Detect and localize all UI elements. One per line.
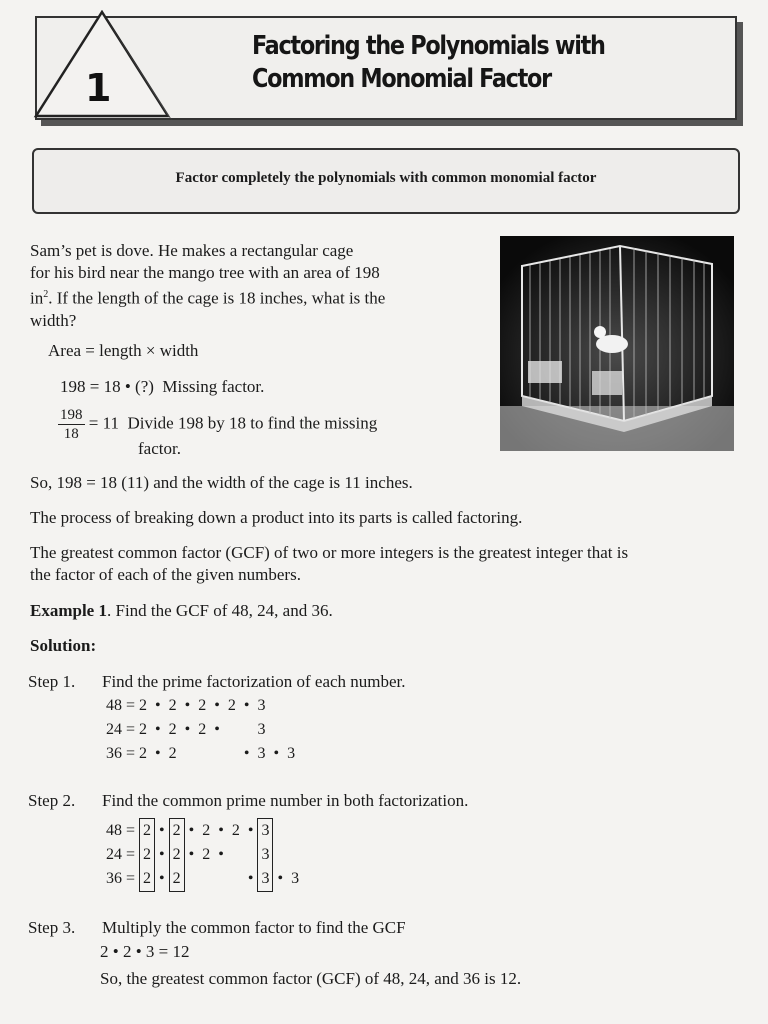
factor-cell: • (247, 821, 254, 839)
factor-cell (228, 867, 244, 892)
step1-table (102, 694, 299, 766)
factor-cell: 3 (257, 721, 266, 738)
cage-icon (500, 236, 734, 451)
example-text: . Find the GCF of 48, 24, and 36. (106, 601, 333, 620)
factor-cell: • (155, 745, 161, 762)
example-label: Example 1 (30, 601, 107, 620)
step3-calculation: 2 • 2 • 3 = 12 (100, 942, 190, 961)
factor-cell (287, 843, 303, 867)
factor-cell: • (184, 697, 191, 714)
fraction (58, 406, 85, 443)
factor-cell: 2 (202, 846, 211, 863)
step1-label: Step 1. (28, 672, 76, 691)
factor-cell: 3 (258, 843, 273, 867)
factor-cell: • (159, 846, 165, 863)
factorization-row (102, 867, 303, 892)
title-line-2: Common Monomial Factor (252, 64, 551, 94)
missing-factor-equation: 198 = 18 • (?) Missing factor. (60, 377, 265, 396)
factor-cell: 24 = (106, 846, 136, 863)
factor-cell: • (155, 721, 161, 738)
factor-cell (224, 718, 240, 742)
factor-cell: 2 (202, 821, 211, 839)
factor-cell (194, 742, 210, 766)
step2-factorizations (102, 818, 304, 892)
factor-cell: 2 (169, 843, 184, 867)
factor-cell (214, 867, 228, 892)
factor-cell (269, 718, 283, 742)
factor-cell: 2 (140, 843, 155, 867)
bird-cage-photo (500, 236, 734, 451)
factor-cell: 2 (231, 821, 240, 839)
factor-cell: • (218, 821, 224, 839)
step1-factorizations (102, 694, 299, 766)
factor-cell: 24 = 2 (106, 721, 148, 738)
factor-cell (273, 819, 287, 844)
intro-line: for his bird near the mango tree with an area of 198 (30, 263, 380, 282)
factor-cell (283, 718, 299, 742)
factor-cell: • (214, 721, 220, 738)
factor-cell: • (214, 697, 220, 714)
factor-cell (228, 843, 244, 867)
division-text: = 11 Divide 198 by 18 to find the missing (88, 413, 378, 433)
so-statement: So, 198 = 18 (11) and the width of the cage is 11 inches. (30, 473, 413, 492)
factor-cell: 3 (257, 745, 266, 762)
intro-line: $in^2$. If the length of the cage is 18 inches, what is the (30, 288, 386, 308)
factor-cell (224, 742, 240, 766)
factor-cell: 48 = (106, 821, 136, 839)
factor-cell (273, 843, 287, 867)
gcf-definition: The greatest common factor (GCF) of two or more integers is the greatest integer that is the factor of each of the given numbers. (30, 543, 629, 584)
division-equation (58, 406, 468, 443)
factor-cell (184, 867, 198, 892)
factor-cell: • (155, 697, 161, 714)
factor-cell: • (243, 697, 250, 714)
lesson-title (252, 30, 605, 96)
factor-cell: • (159, 870, 165, 888)
step3-label: Step 3. (28, 918, 76, 937)
area-equation: Area = length × width (48, 341, 199, 360)
factor-cell: • (243, 745, 250, 762)
factor-cell: 3 (287, 745, 296, 762)
factor-cell: 2 (168, 721, 177, 738)
factor-cell: 2 (168, 745, 177, 762)
factor-cell: • (247, 870, 254, 888)
factor-cell (283, 694, 299, 718)
factor-cell: 36 = 2 (106, 745, 148, 762)
factor-cell: • (273, 745, 280, 762)
factor-cell (181, 742, 195, 766)
example-heading (30, 600, 333, 622)
step3-text: Multiply the common factor to find the GCF (102, 918, 406, 937)
factor-cell: 2 (169, 819, 184, 844)
fraction-numerator: 198 (60, 407, 83, 423)
factor-cell (244, 843, 258, 867)
factorization-row (102, 742, 299, 766)
step2-label: Step 2. (28, 791, 76, 810)
factor-cell: • (159, 821, 165, 839)
factor-cell (287, 819, 303, 844)
step2-table (102, 818, 304, 892)
factor-cell (198, 867, 214, 892)
factor-cell: • (188, 846, 195, 863)
fraction-denominator: 18 (63, 426, 79, 442)
factor-cell: 2 (140, 819, 155, 844)
factoring-definition: The process of breaking down a product into its parts is called factoring. (30, 508, 523, 527)
factor-cell (240, 718, 254, 742)
step3-conclusion: So, the greatest common factor (GCF) of 48, 24, and 36 is 12. (100, 969, 522, 988)
objective-text: Factor completely the polynomials with common monomial factor (175, 170, 597, 186)
factor-cell: 2 (168, 697, 177, 714)
solution-label: Solution: (30, 636, 97, 655)
factor-cell: 3 (291, 870, 300, 888)
intro-line: width? (30, 310, 77, 330)
factor-cell: • (184, 721, 191, 738)
factor-cell: 2 (140, 867, 155, 892)
factorization-row (102, 694, 299, 718)
lesson-number: 1 (85, 66, 112, 110)
factor-cell: • (218, 846, 224, 863)
factor-cell: 2 (198, 721, 207, 738)
intro-paragraph (30, 240, 490, 332)
factor-cell: • (188, 821, 195, 839)
factorization-row (102, 718, 299, 742)
factor-cell: 3 (258, 867, 273, 892)
division-continuation: factor. (138, 439, 181, 458)
factor-cell: • (277, 870, 284, 888)
factor-cell: 2 (227, 697, 236, 714)
factor-cell (269, 694, 283, 718)
factor-cell: 36 = (106, 870, 136, 888)
title-line-1: Factoring the Polynomials with (252, 31, 605, 61)
factor-cell: 2 (169, 867, 184, 892)
factor-cell: 3 (258, 819, 273, 844)
factor-cell: 2 (198, 697, 207, 714)
factor-cell (210, 742, 224, 766)
factorization-row (102, 819, 303, 844)
intro-line: Sam’s pet is dove. He makes a rectangular cage (30, 241, 354, 260)
step1-text: Find the prime factorization of each number. (102, 672, 406, 691)
factor-cell: 48 = 2 (106, 697, 148, 714)
step2-text: Find the common prime number in both factorization. (102, 791, 469, 810)
factor-cell: 3 (257, 697, 266, 714)
factorization-row (102, 843, 303, 867)
